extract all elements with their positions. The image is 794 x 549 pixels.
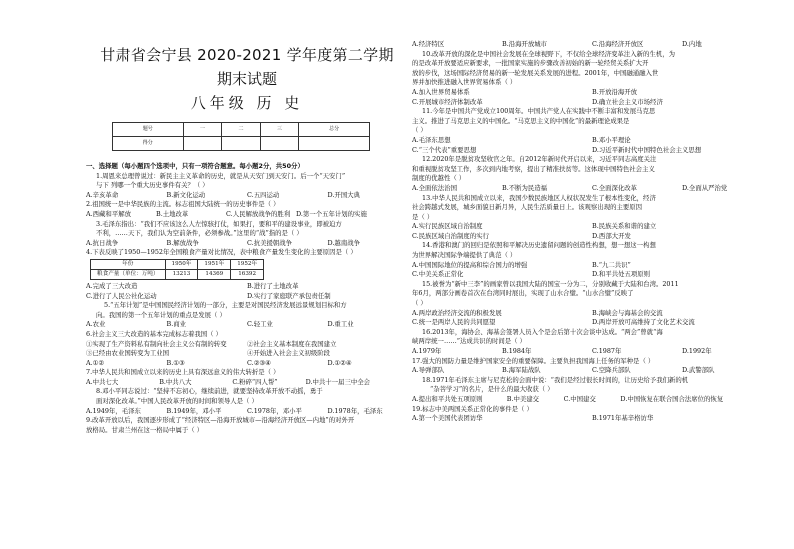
score-blank-cell (299, 137, 370, 151)
option: D.1978年，毛泽东 (327, 406, 383, 415)
option: B.进行了土地改革 (247, 281, 299, 290)
question-9-text: 放格局。甘肃兰州在这一格局中属于（ ） (86, 425, 204, 434)
question-19-options (412, 414, 772, 424)
score-table-header-row (113, 123, 370, 137)
option: A.毛泽东思想 (412, 135, 451, 144)
option: C.全面深化改革 (592, 183, 638, 192)
question-18-text: 18.1971年毛泽东主席与尼克松的会面中说：“我们是经过很长时间的，让历史给予我们新的机 (422, 375, 689, 384)
option: C.粉碎“四人帮” (232, 377, 278, 386)
option: B.①③ (166, 358, 185, 367)
grain-header-cell: 1952年 (231, 259, 264, 269)
question-8-text: 8.邓小平同志说过：“坚持不忘初心，继续前进，就要坚持改革开放不动摇，勇于 (96, 387, 323, 396)
question-14-text: 14.香港和澳门的回归是依照和平解决历史遗留问题的创造性构想，想一想这一构想 (422, 241, 656, 250)
question-13-options (412, 232, 772, 242)
score-header-cell: 一 (183, 123, 222, 137)
question-3-text: 3.毛泽东指出：“我们不应该这么人左惊骇打仗，如果打，要和平的建设事业，即被迫方 (96, 219, 342, 228)
option: D.中共十一届三中全会 (305, 377, 371, 386)
option: B.中美建交 (506, 394, 540, 403)
score-blank-cell (260, 137, 299, 151)
grain-value-cell: 16392 (231, 269, 264, 279)
question-17-text: 17.强大的国防力量是维护国家安全的重要保障。主要负担我国海上任务的军种是（ ） (412, 356, 655, 365)
score-blank-cell (183, 137, 222, 151)
option: D.西部大开发 (592, 231, 631, 240)
option: D.确立社会主义市场经济 (592, 97, 663, 106)
question-4-text: 4.下表反映了1950—1952年全国粮食产量对比情况，表中粮食产量发生变化的主要原因是（ ） (86, 248, 357, 257)
grain-header-cell: 1950年 (165, 259, 198, 269)
option: A.全面依法治国 (412, 183, 457, 192)
option: C.统一是两岸人民的共同愿望 (412, 318, 496, 327)
score-table (112, 122, 370, 151)
statement: ①实现了生产资料私有制向社会主义公有制的转变 (86, 339, 227, 348)
question-5-text: 向。我国的第一个五年计划的重点是发展（ ） (96, 310, 226, 319)
option: B.1971年基辛格访华 (592, 414, 654, 423)
question-1-options (86, 191, 408, 201)
option: A.导弹部队 (412, 366, 445, 375)
question-8-text: 面对深化改革。”中国人民改革开放的时间和领导人是（ ） (96, 397, 258, 406)
option: A.实行民族区域自治制度 (412, 222, 483, 231)
question-15-options (412, 318, 772, 328)
grain-value-cell: 13213 (165, 269, 198, 279)
option: D.越南战争 (327, 238, 360, 247)
score-blank-cell (222, 137, 261, 151)
question-6-options (86, 359, 408, 369)
option: C.进行了人民公社化运动 (86, 291, 157, 300)
option: A.农业 (86, 320, 106, 329)
option: A.两岸政治经济交流的积极发展 (412, 308, 502, 317)
question-6-items (86, 340, 408, 350)
option: D.习近平新时代中国特色社会主义思想 (592, 145, 702, 154)
question-5-options (86, 320, 408, 330)
question-9-options (412, 40, 772, 50)
option: A.中共七大 (86, 377, 119, 386)
question-16-text: 峡两岸统一……”达成共识的时间是（ ） (412, 337, 526, 346)
option: C.空降兵部队 (592, 366, 631, 375)
question-15-text: （ ） (412, 299, 427, 308)
grain-row-label: 粮食产量（单位：万吨） (91, 269, 166, 279)
question-6-text: 6.社会主义三大改造的基本完成标志着我国（ ） (86, 329, 222, 338)
option: C.抗美援朝战争 (247, 238, 293, 247)
right-questions (412, 40, 772, 424)
option: B.中共八大 (159, 377, 192, 386)
option: D.武警部队 (682, 366, 715, 375)
question-7-options (86, 378, 408, 388)
option: A.提出和平共处五项原则 (412, 394, 483, 403)
score-table-score-row (113, 137, 370, 151)
grain-header-cell: 年份 (91, 259, 166, 269)
question-13-text: 13.中华人民共和国成立以来，我国少数民族地区人权状况发生了根本性变化，经济 (422, 193, 656, 202)
option: A.1979年 (412, 347, 442, 355)
question-1-text: 与下 列哪一个重大历史事件有关？（ ） (96, 181, 209, 190)
question-10-text: 放的步伐，这场国际经济贸易的新一轮发展关系发展的进程。2001年，中国融通融入世 (412, 68, 659, 77)
question-11-options (412, 136, 772, 146)
option: C.1987年 (592, 347, 622, 355)
option: C.开展城市经济体制改革 (412, 97, 483, 106)
option: B.沿海开放城市 (502, 40, 548, 48)
question-2-options (86, 210, 408, 220)
option: A.辛亥革命 (86, 190, 119, 199)
option: C.沿海经济开放区 (592, 40, 644, 48)
question-10-text: 的是改革开放要适应新要求，一批国家实施的步骤改善初始的新一轮经贸关系扩大开 (412, 59, 649, 68)
question-11-text: 11.今年是中国共产党成立100周年。中国共产党人在实践中不断丰富和发展马克思 (422, 107, 656, 116)
option: A.①② (86, 358, 105, 367)
option: C.②③④ (247, 358, 271, 367)
question-12-text: 和重视脱贫攻坚工作，多次到内地考察，提出了精准扶贫等。这体现中国特色社会主义 (412, 164, 655, 173)
option: B.民族关系和谐的建立 (592, 222, 657, 231)
option: B.解放战争 (166, 238, 199, 247)
option: B.商业 (166, 320, 187, 329)
option: A.加入世界贸易体系 (412, 87, 470, 96)
option: B.1984年 (502, 347, 532, 355)
option: C.民族区域自治制度的实行 (412, 231, 489, 240)
question-10-text: 10.改革开放的深化是中国社会发展在全球视野下，不仅给全球经济变革注入新的生机，为 (422, 49, 676, 58)
option: B.“九二共识” (592, 260, 631, 269)
question-11-options (412, 146, 772, 156)
question-10-text: 界并加快推进融入世界贸易体系（ ） (412, 78, 517, 87)
option: A.完成了三大改造 (86, 281, 138, 290)
option: C.五四运动 (247, 190, 280, 199)
question-3-options (86, 239, 408, 249)
question-12-text: 12.2020年是脱贫攻坚收官之年。自2012年新时代开启以来，习近平同志高度关注 (422, 155, 657, 164)
option: B.1949年，邓小平 (166, 406, 222, 415)
question-13-text: 社会跨越式发展，城乡面貌日新月异，人民生活质量日上。该观察出现的主要原因 (412, 203, 643, 212)
question-2-text: 2.祖国统一是中华民族的主流。标志祖国大陆统一的历史事件是（ ） (86, 200, 280, 209)
option: B.土地改革 (156, 209, 189, 218)
question-9-text: 9.改革开放以后，我国逐步形成了“经济特区—沿海开放城市—沿海经济开放区—内地”的对外开 (86, 416, 355, 425)
option: C.人民解放战争的胜利 (226, 209, 291, 218)
option: B.开放沿海开放 (592, 87, 638, 96)
statement: ④开始进入社会主义初级阶段 (247, 349, 331, 358)
left-questions (86, 162, 408, 435)
question-16-text: 16.2013年，海协会、海基会签署人员入个是会后第十次会谈中达成。“两会”曾就“海 (422, 327, 663, 336)
option: B.海军陆战队 (502, 366, 541, 375)
statement: ②社会主义基本制度在我国建立 (247, 339, 337, 348)
option: D.重工业 (327, 320, 354, 329)
grain-value-cell: 14369 (198, 269, 231, 279)
question-15-text: 15.被誉为“新中三李”的画家曾以我国大陆的国宝一分为二，分别收藏于大陆和台湾。2011 (422, 279, 679, 288)
option: A.西藏和平解放 (86, 209, 131, 218)
option: D.全面从严治党 (682, 183, 728, 192)
question-13-text: 是（ ） (412, 212, 434, 221)
question-18-text: “杂菩学习”的名片，是什么的最大收获（ ） (430, 385, 554, 394)
option: D.中国恢复在联合国合法席位的恢复 (620, 394, 724, 403)
option: D.两岸开放可高维持了文化艺术交流 (592, 318, 695, 327)
score-row-label: 得分 (113, 137, 184, 151)
option: D.内地 (682, 40, 702, 48)
option: B.海峡会与海基会的交流 (592, 308, 663, 317)
option: B.不断为民造福 (502, 183, 548, 192)
option: C.1978年，邓小平 (247, 406, 302, 415)
score-header-cell: 三 (260, 123, 299, 137)
question-19-text: 19.标志中美两国关系正常化的事件是（ ） (412, 404, 533, 413)
exam-title-line3: 八年级 历 史 (190, 94, 304, 112)
question-14-text: 为世界解决国际争端提供了典范（ ） (412, 251, 517, 260)
option: D.①②④ (327, 358, 352, 367)
option: A.抗日战争 (86, 238, 119, 247)
score-header-cell: 总分 (299, 123, 370, 137)
question-14-options (412, 261, 772, 271)
grain-header-row (91, 259, 264, 269)
exam-title-line2: 期末试题 (216, 70, 277, 88)
question-11-text: （ ） (412, 126, 427, 135)
question-4-options (86, 292, 408, 302)
option: D.第一个五年计划的实施 (296, 209, 367, 218)
question-6-items (86, 349, 408, 359)
option: C.中美关系正常化 (412, 270, 464, 279)
question-16-options (412, 347, 772, 357)
option: D.开国大典 (327, 190, 360, 199)
option: B.新文化运动 (166, 190, 206, 199)
question-10-options (412, 98, 772, 108)
question-12-text: 制度的优越性（ ） (412, 174, 466, 183)
option: A.经济特区 (412, 40, 445, 48)
score-header-cell: 二 (222, 123, 261, 137)
question-13-options (412, 222, 772, 232)
question-7-text: 7.中华人民共和国成立以来的历史上具有深远意义的伟大转折是（ ） (86, 368, 280, 377)
statement: ③已经由农业国转变为工业国 (86, 349, 170, 358)
question-12-options (412, 184, 772, 194)
question-4-options (86, 282, 408, 292)
exam-title-line1: 甘肃省会宁县 2020-2021 学年度第二学期 (100, 46, 394, 64)
question-15-text: 年6月，两部分画卷首次在台湾同时展出，实现了山水合璧。“山水合璧”反映了 (412, 289, 634, 298)
score-header-cell: 题号 (113, 123, 184, 137)
grain-value-row (91, 269, 264, 279)
option: C.中国建交 (563, 394, 596, 403)
question-3-text: 不利，……天下，我们认为空前条件，必须参战。”这里的“战”指的是（ ） (96, 229, 303, 238)
question-18-options (412, 395, 772, 405)
question-17-options (412, 366, 772, 376)
option: A.中国国际地位的提高和综合国力的增强 (412, 260, 528, 269)
grain-header-cell: 1951年 (198, 259, 231, 269)
question-1-text: 1.周恩来总理曾说过：新民主主义革命的历史，就是从天安门到天安门。后一个“天安门” (96, 171, 346, 180)
section-heading: 一、选择题（每小题四个选项中，只有一项符合题意。每小题2分，共50分） (86, 162, 304, 170)
option: C.轻工业 (247, 320, 273, 329)
option: A.第一个美国代表团访华 (412, 414, 483, 423)
option: A.1949年，毛泽东 (86, 406, 141, 415)
question-15-options (412, 309, 772, 319)
question-14-options (412, 270, 772, 280)
option: C.“三个代表”重要思想 (412, 145, 477, 154)
question-10-options (412, 88, 772, 98)
option: B.邓小平理论 (592, 135, 631, 144)
question-5-text: 5.“五年计划”是中国国民经济计划的一部分，主要是对国民经济发展远景规划目标和方 (104, 301, 347, 310)
question-11-text: 主义。推进了马克思主义的中国化。“马克思主义的中国化”的最新理论成果是 (412, 116, 630, 125)
grain-table (90, 259, 264, 280)
option: D.和平共处五项原则 (592, 270, 651, 279)
question-8-options (86, 407, 408, 417)
option: D.实行了家庭联产承包责任制 (247, 291, 331, 300)
option: D.1992年 (682, 347, 712, 355)
